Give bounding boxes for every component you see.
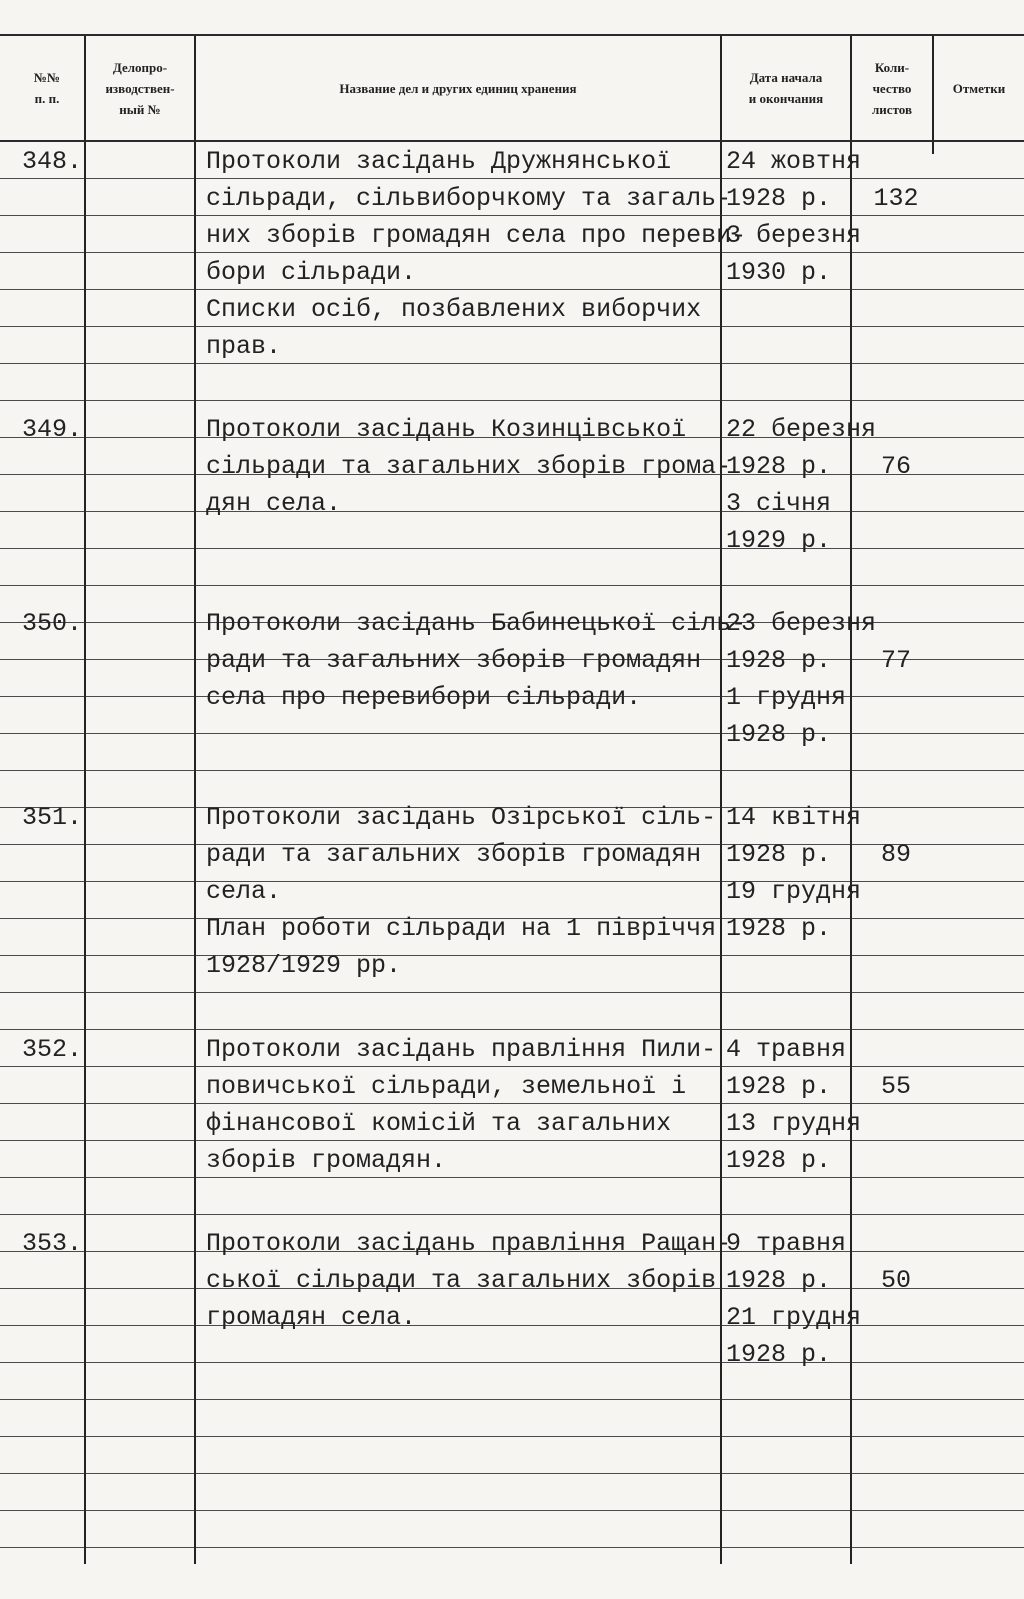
entry-date: 23 березня [726,609,877,638]
entry-date: 14 квітня [726,803,862,832]
entry-date: 1930 р. [726,258,832,287]
entry-date: 3 березня [726,221,862,250]
entry-title-line: Протоколи засідань правління Ращан- [206,1229,732,1258]
entry-title-line: прав. [206,332,282,361]
entry-date: 9 травня [726,1229,847,1258]
entry-date: 1928 р. [726,1340,832,1369]
entry-title-line: Протоколи засідань Бабинецької сіль- [206,609,747,638]
entry-title-line: сільради, сільвиборчкому та загаль- [206,184,732,213]
entry-sheet-count: 55 [880,1072,911,1101]
entry-title-line: ради та загальних зборів громадян [206,840,702,869]
entry-title-line: Списки осіб, позбавлених виборчих [206,295,702,324]
entry-title-line: Протоколи засідань Озірської сіль- [206,803,717,832]
entry-title-line: План роботи сільради на 1 півріччя [206,914,717,943]
entry-date: 24 жовтня [726,147,862,176]
entry-number: 352. [22,1035,83,1064]
ruled-line [0,770,1024,771]
entry-sheet-count: 77 [880,646,911,675]
entry-title-line: бори сільради. [206,258,417,287]
column-rule [84,34,86,1564]
header-dates: Дата начала и окончания [748,70,824,106]
entry-date: 1928 р. [726,452,832,481]
entry-date: 21 грудня [726,1303,862,1332]
entry-sheet-count: 132 [873,184,919,213]
entry-number: 351. [22,803,83,832]
entry-date: 1928 р. [726,1266,832,1295]
entry-date: 22 березня [726,415,877,444]
entry-title-line: Протоколи засідань Козинцівської [206,415,687,444]
entry-date: 4 травня [726,1035,847,1064]
entry-title-line: фінансової комісій та загальних [206,1109,672,1138]
entry-sheet-count: 50 [880,1266,911,1295]
ruled-line [0,1029,1024,1030]
entry-number: 349. [22,415,83,444]
entry-title-line: ської сільради та загальних зборів [206,1266,717,1295]
entry-title-line: Протоколи засідань Дружнянської [206,147,672,176]
entry-title-line: села про перевибори сільради. [206,683,642,712]
entry-date: 1928 р. [726,184,832,213]
entry-title-line: них зборів громадян села про переви- [206,221,747,250]
ruled-line [0,1399,1024,1400]
entry-date: 1928 р. [726,1072,832,1101]
entry-title-line: громадян села. [206,1303,417,1332]
entry-date: 1928 р. [726,840,832,869]
ruled-line [0,1436,1024,1437]
ruled-line [0,1473,1024,1474]
entry-date: 1 грудня [726,683,847,712]
ruled-line [0,992,1024,993]
entry-title-line: Протоколи засідань правління Пили- [206,1035,717,1064]
entry-date: 1928 р. [726,646,832,675]
entry-title-line: зборів громадян. [206,1146,447,1175]
ruled-line [0,585,1024,586]
entry-title-line: сільради та загальних зборів грома- [206,452,732,481]
header-sheets: Коли- чество листов [872,59,912,117]
entry-number: 353. [22,1229,83,1258]
entry-date: 1929 р. [726,526,832,555]
ruled-line [0,1547,1024,1548]
entry-date: 13 грудня [726,1109,862,1138]
entry-date: 19 грудня [726,877,862,906]
entry-number: 348. [22,147,83,176]
entry-date: 1928 р. [726,914,832,943]
header-notes: Отметки [952,80,1006,96]
header-number: №№ п. п. [33,70,61,106]
entry-title-line: повичської сільради, земельної і [206,1072,687,1101]
ruled-line [0,1214,1024,1215]
ruled-line [0,1510,1024,1511]
entry-sheet-count: 76 [880,452,911,481]
header-title: Название дел и других единиц хранения [339,80,577,96]
column-rule [194,34,196,1564]
entry-number: 350. [22,609,83,638]
entry-title-line: 1928/1929 рр. [206,951,402,980]
entry-title-line: ради та загальних зборів громадян [206,646,702,675]
ruled-line [0,140,1024,142]
entry-date: 1928 р. [726,1146,832,1175]
entry-title-line: дян села. [206,489,342,518]
ruled-line [0,400,1024,401]
entry-date: 1928 р. [726,720,832,749]
entry-title-line: села. [206,877,282,906]
header-office-number: Делопро- изводствен- ный № [105,59,175,117]
entry-date: 3 січня [726,489,832,518]
entry-sheet-count: 89 [880,840,911,869]
